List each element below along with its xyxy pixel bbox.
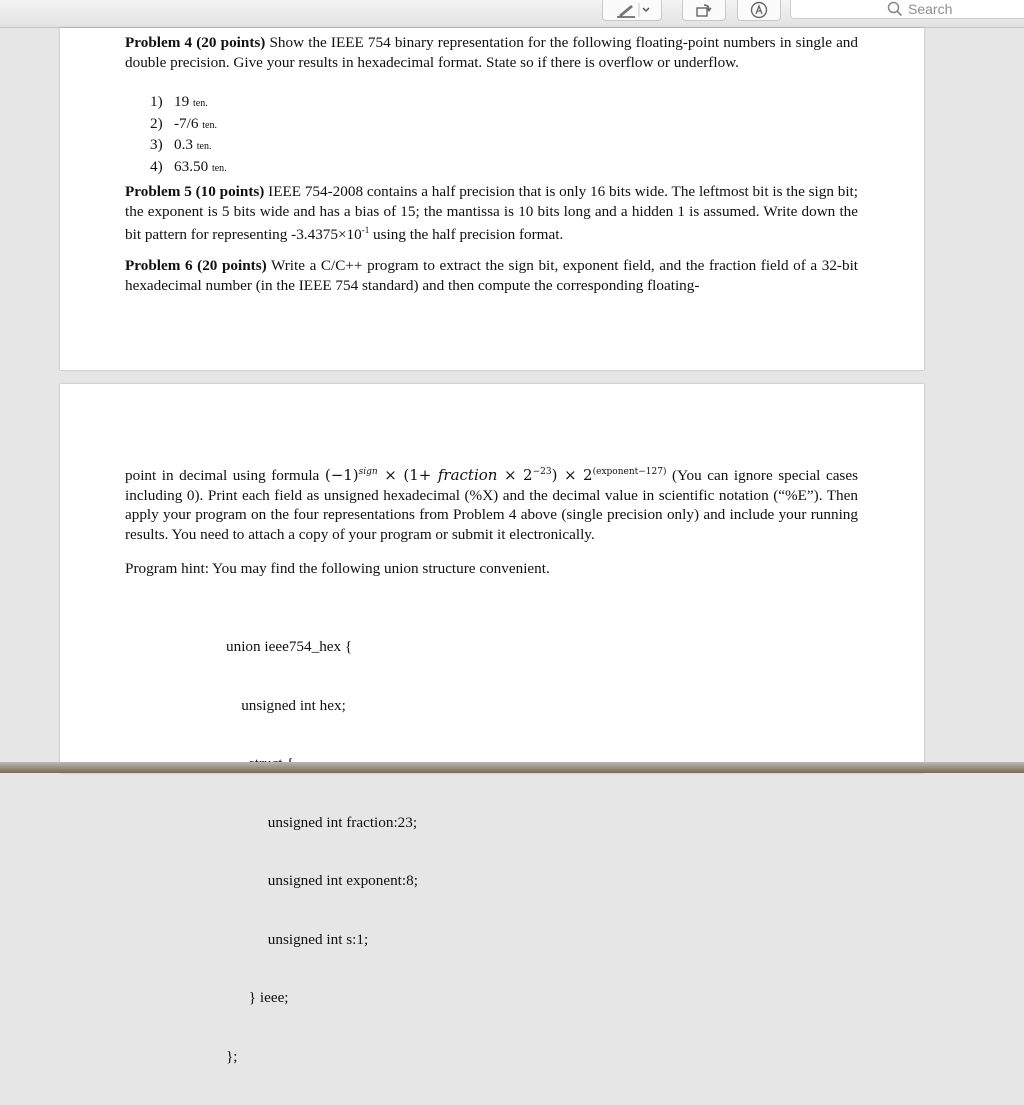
program-hint: Program hint: You may find the following union structure convenient. <box>125 560 550 577</box>
problem-4-paragraph <box>125 33 858 72</box>
code-line: union ieee754_hex { <box>226 638 353 655</box>
rotate-icon <box>695 2 713 18</box>
problem-4-list <box>150 92 227 178</box>
problem-6-heading: Problem 6 (20 points) <box>125 257 267 274</box>
list-item: 4) 63.50 ten. <box>150 157 227 175</box>
document-page-1 <box>60 28 924 370</box>
code-line: unsigned int s:1; <box>226 930 369 948</box>
code-line: }; <box>226 1047 238 1065</box>
problem-6-continued: point in decimal using formula $(-1)^{sign} \times (1+$ fraction × $2^{-23}) \times 2^{(exponent-127)}$ (You can ignore special cases including 0). Print each field as unsigned hexadecimal (%X) and the decimal value in scientific notation (“%E”). Then apply your program on the four representations from Problem 4 above (single precision only) and include your running results. You need to attach a copy of your program or submit it electronically. <box>125 466 858 543</box>
code-line: unsigned int hex; <box>226 696 346 714</box>
float-formula: $(-1)^{sign} \times (1+$ fraction × $2^{-23}) \times 2^{(exponent-127)}$ <box>324 466 667 484</box>
viewer-toolbar <box>0 0 1024 28</box>
markup-circle-icon <box>750 1 768 19</box>
code-line: unsigned int exponent:8; <box>226 872 418 889</box>
markup-pen-button[interactable] <box>602 0 662 21</box>
markup-toolbar-button[interactable] <box>737 0 781 21</box>
problem-5-paragraph: Problem 5 (10 points) IEEE 754-2008 contains a half precision that is only 16 bits wide. The leftmost bit is the sign bit; the exponent is 5 bits wide and has a bias of 15; the mantissa is 10 bits long and a hidden 1 is assumed. Write down the bit pattern for representing $-3.4375\times 10^{-1}$ using the half precision format. <box>125 183 858 244</box>
pen-icon <box>613 2 651 18</box>
list-item: 3) 0.3 ten. <box>150 136 212 153</box>
search-input[interactable] <box>790 0 1024 19</box>
search-placeholder: Search <box>908 1 953 17</box>
document-page-2 <box>60 384 924 1065</box>
rotate-button[interactable] <box>682 0 726 21</box>
desktop-background-strip <box>0 762 1024 773</box>
union-code-block <box>226 598 418 1105</box>
problem-4-heading: Problem 4 (20 points) <box>125 34 266 51</box>
list-item: 1) 19 ten. <box>150 93 208 110</box>
list-item: 2) -7/6 ten. <box>150 114 217 132</box>
code-line: } ieee; <box>226 989 289 1006</box>
problem-6-paragraph: Problem 6 (20 points) Write a C/C++ program to extract the sign bit, exponent field, and the fraction field of a 32-bit hexadecimal number (in the IEEE 754 standard) and then compute the corresponding floating- <box>125 257 859 294</box>
problem-5-heading: Problem 5 (10 points) <box>125 183 265 200</box>
problem-4-text: Show the IEEE 754 binary representation for the following floating-point numbers in single and double precision. Give your results in hexadecimal format. State so if there is overflow or underflow. <box>125 34 858 71</box>
search-icon <box>887 1 903 17</box>
code-line: unsigned int fraction:23; <box>226 813 418 831</box>
